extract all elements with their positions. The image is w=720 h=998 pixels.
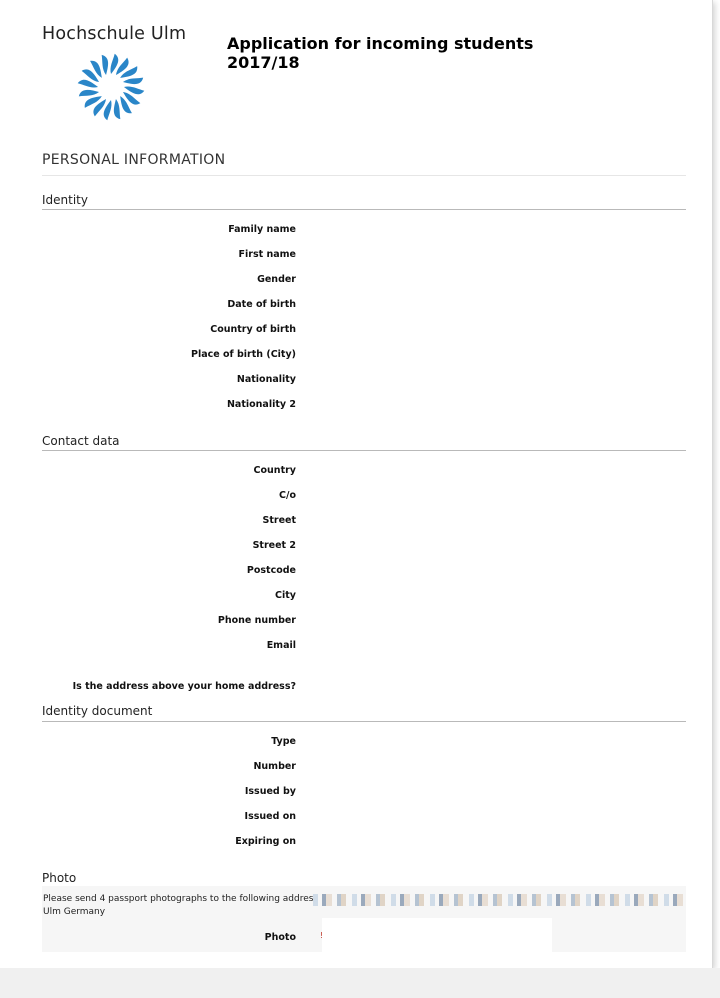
- field-label-postcode: Postcode: [246, 565, 296, 576]
- brand-name: Hochschule Ulm: [42, 24, 187, 44]
- group-title-identity-document: Identity document: [42, 704, 153, 718]
- field-label-expiring-on: Expiring on: [235, 836, 296, 847]
- field-label-photo: Photo: [264, 932, 296, 943]
- field-label-document-type: Type: [271, 736, 296, 747]
- field-label-phone-number: Phone number: [217, 615, 296, 626]
- field-label-home-address-question: Is the address above your home address?: [72, 681, 296, 692]
- field-label-country-of-birth: Country of birth: [210, 324, 296, 335]
- field-label-street: Street: [262, 515, 296, 526]
- photo-instructions-line1: Please send 4 passport photographs to the following addres: [43, 894, 313, 904]
- photo-instructions: [43, 893, 313, 919]
- photo-instructions-line2: Ulm Germany: [43, 907, 106, 917]
- field-label-first-name: First name: [238, 249, 296, 260]
- field-label-place-of-birth: Place of birth (City): [191, 349, 296, 360]
- group-divider-identity: [42, 209, 686, 210]
- field-label-issued-on: Issued on: [244, 811, 296, 822]
- group-divider-identity-document: [42, 721, 686, 722]
- field-label-care-of: C/o: [279, 490, 296, 501]
- field-label-country: Country: [253, 465, 296, 476]
- document-title-line2: 2017/18: [227, 53, 300, 72]
- group-title-photo: Photo: [42, 871, 77, 885]
- document-title: [227, 34, 607, 72]
- document-title-line1: Application for incoming students: [227, 34, 534, 53]
- hochschule-logo-icon: [74, 50, 148, 124]
- group-title-contact-data: Contact data: [42, 434, 120, 448]
- field-label-nationality-2: Nationality 2: [226, 399, 296, 410]
- field-label-street-2: Street 2: [252, 540, 296, 551]
- field-label-nationality: Nationality: [236, 374, 296, 385]
- field-label-family-name: Family name: [228, 224, 296, 235]
- required-marker: !: [320, 931, 324, 940]
- photo-field[interactable]: [322, 918, 552, 952]
- field-label-issued-by: Issued by: [244, 786, 296, 797]
- field-label-city: City: [275, 590, 296, 601]
- group-divider-contact-data: [42, 450, 686, 451]
- redacted-address: [313, 894, 685, 906]
- viewer-bottom-strip: [0, 968, 720, 998]
- section-title-personal-information: PERSONAL INFORMATION: [42, 152, 226, 168]
- group-title-identity: Identity: [42, 193, 88, 207]
- field-label-document-number: Number: [253, 761, 296, 772]
- field-label-email: Email: [266, 640, 296, 651]
- field-label-date-of-birth: Date of birth: [227, 299, 296, 310]
- section-divider: [42, 175, 686, 176]
- field-label-gender: Gender: [257, 274, 296, 285]
